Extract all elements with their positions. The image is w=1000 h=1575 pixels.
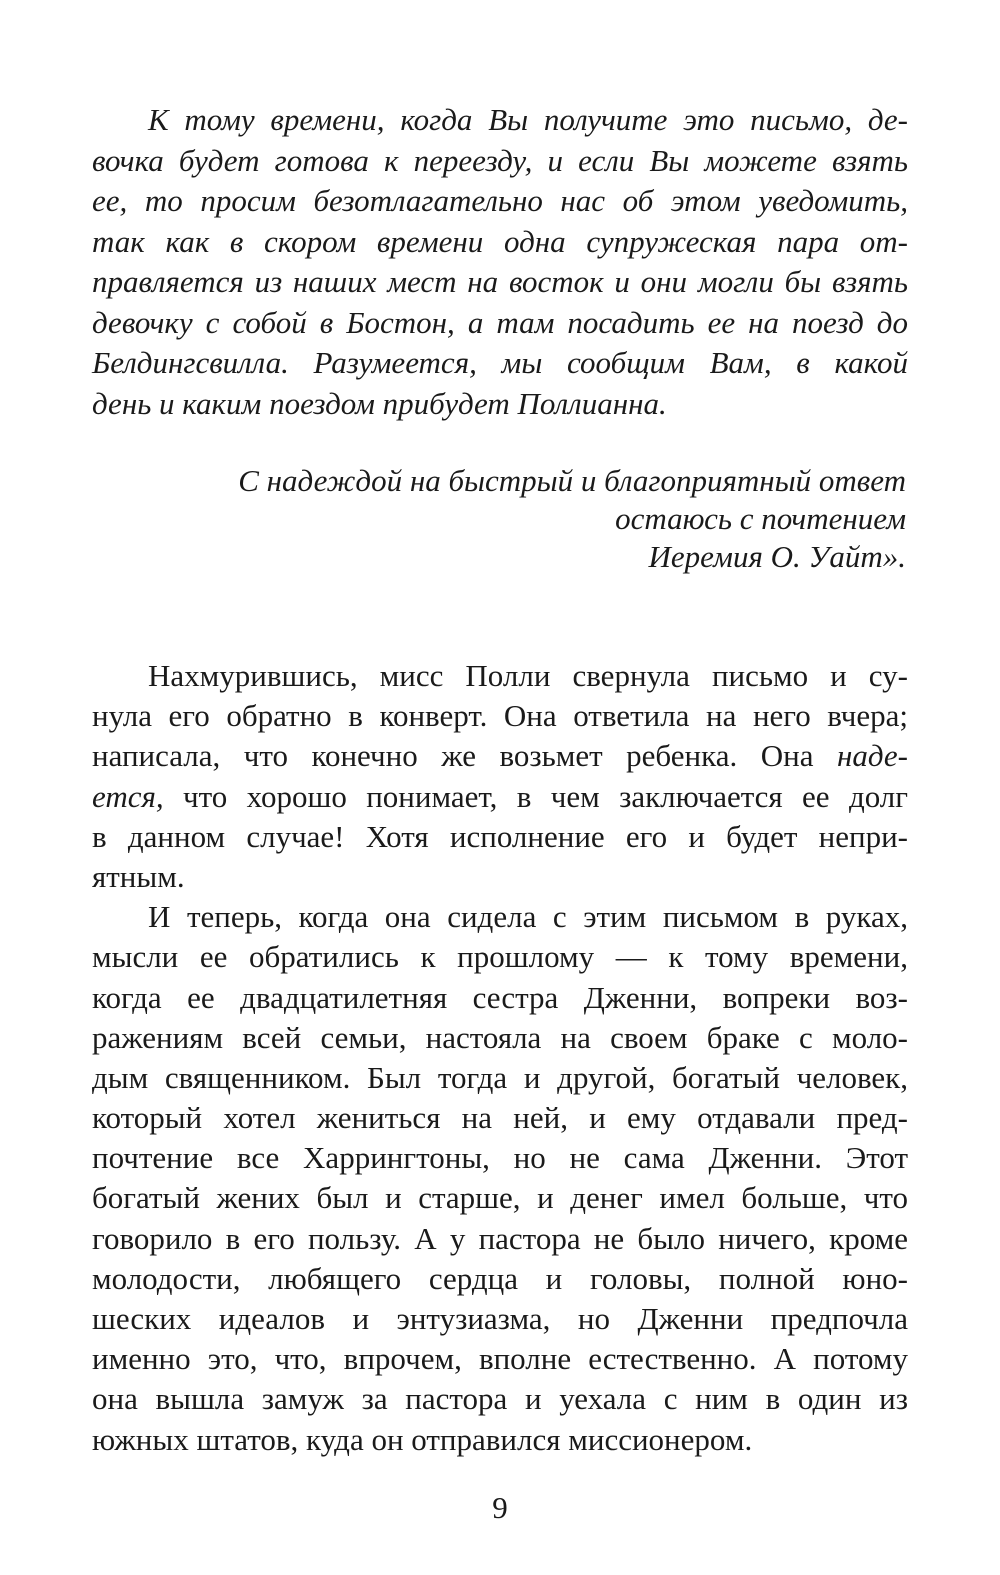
text-line: ражениям всей семьи, настояла на своем браке с моло- [92, 1019, 908, 1055]
text-line: шеских идеалов и энтузиазма, но Дженни предпочла [92, 1301, 908, 1336]
text-line: южных штатов, куда он отправился миссионером. [92, 1421, 753, 1457]
narrative-text [92, 656, 908, 1460]
text-fragment: что хорошо понимает, в чем заключается ее долг [163, 778, 908, 814]
text-line: нула его обратно в конверт. Она ответила на него вчера; [92, 698, 908, 734]
text-line: она вышла замуж за пастора и уехала с ним в один из [92, 1381, 908, 1417]
signature-line: Иеремия О. Уайт». [648, 539, 906, 574]
text-line: говорило в его пользу. А у пастора не было ничего, кроме [92, 1220, 908, 1256]
letter-line: девочку с собой в Бостон, а там посадить ее на поезд до [92, 304, 908, 340]
text-line: в данном случае! Хотя исполнение его и будет непри- [92, 818, 908, 854]
emphasis-text: наде- [836, 738, 908, 774]
letter-excerpt [92, 100, 908, 424]
text-line: богатый жених был и старше, и денег имел больше, что [92, 1180, 908, 1216]
letter-line: вочка будет готова к переезду, и если Вы можете взять [92, 142, 908, 178]
text-line: молодости, любящего сердца и головы, полной юно- [92, 1260, 908, 1296]
text-line: именно это, что, впрочем, вполне естественно. А потому [92, 1341, 908, 1377]
letter-line: ее, то просим безотлагательно нас об этом уведомить, [92, 183, 908, 218]
letter-line: К тому времени, когда Вы получите это письмо, де- [148, 102, 908, 137]
text-line: когда ее двадцатилетняя сестра Дженни, вопреки воз- [92, 979, 908, 1015]
text-line: ятным. [92, 858, 185, 894]
text-line: мысли ее обратились к прошлому — к тому времени, [92, 939, 908, 975]
emphasis-text: ется, [92, 778, 164, 814]
text-line [92, 736, 908, 776]
text-line: почтение все Харрингтоны, но не сама Дженни. Этот [92, 1140, 908, 1176]
text-line: дым священником. Был тогда и другой, богатый человек, [92, 1059, 908, 1095]
letter-line: так как в скором времени одна супружеская пара от- [92, 223, 908, 259]
signature-line: остаюсь с почтением [615, 501, 906, 536]
text-line: И теперь, когда она сидела с этим письмом в руках, [148, 899, 908, 935]
signature-line: С надеждой на быстрый и благоприятный ответ [238, 463, 906, 498]
letter-line: день и каким поездом прибудет Поллианна. [92, 385, 667, 421]
text-line [92, 777, 908, 817]
page-number: 9 [492, 1490, 508, 1525]
letter-line: правляется из наших мест на восток и они могли бы взять [92, 264, 908, 299]
text-fragment: написала, что конечно же возьмет ребенка. Она [92, 738, 837, 774]
letter-line: Белдингсвилла. Разумеется, мы сообщим Вам, в какой [92, 345, 908, 380]
text-line: который хотел жениться на ней, и ему отдавали пред- [92, 1100, 908, 1136]
text-line: Нахмурившись, мисс Полли свернула письмо и су- [148, 658, 908, 693]
letter-signature [238, 462, 906, 576]
